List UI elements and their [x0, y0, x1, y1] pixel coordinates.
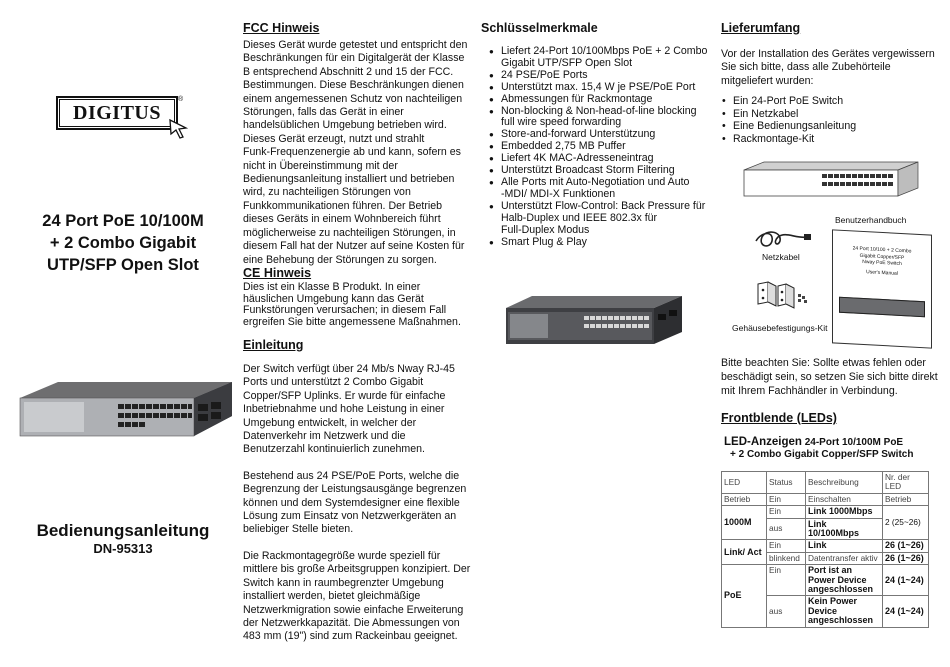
logo-text: DIGITUS [73, 102, 161, 124]
product-title: 24 Port PoE 10/100M + 2 Combo Gigabit UTP/SFP Open Slot [42, 212, 204, 274]
feature-item: ● Liefert 4K MAC-Adresseneintrag [487, 153, 709, 165]
model-number: DN-95313 [93, 541, 153, 556]
package-heading: Lieferumfang [721, 21, 801, 35]
feature-item: ● Unterstützt Broadcast Storm Filtering [487, 165, 709, 177]
feature-item: ● Embedded 2,75 MB Puffer [487, 141, 709, 153]
manual-title: Bedienungsanleitung [36, 521, 210, 540]
kit-label: Gehäusebefestigungs-Kit [732, 323, 828, 333]
package-item: • Ein 24-Port PoE Switch [721, 95, 941, 108]
digitus-logo: DIGITUS ® [56, 96, 184, 140]
manual-label: Benutzerhandbuch [835, 215, 907, 225]
manual-booklet-image: 24 Port 10/100 + 2 Combo Gigabit Copper/SFP Nway PoE Switch User's Manual [832, 229, 932, 348]
fcc-heading: FCC Hinweis [243, 21, 320, 35]
ce-section: CE Hinweis Dies ist ein Klasse B Produkt. In einer häuslichen Umgebung kann das Gerät Funkstörungen verursachen; in diesem Fall ergreifen Sie bitte angemessene Maßnahmen. [243, 266, 473, 328]
feature-item: ● Store-and-forward Unterstützung [487, 129, 709, 141]
features-section [481, 21, 709, 248]
missing-note: Bitte beachten Sie: Sollte etwas fehlen oder beschädigt sein, so setzen Sie sich bitte direkt mit Ihrem Fachhändler in Verbindung. [721, 357, 938, 397]
feature-item: ● Non-blocking & Non-head-of-line blocking full wire speed forwarding [487, 106, 709, 130]
intro-heading: Einleitung [243, 338, 304, 352]
feature-item: ● Abmessungen für Rackmontage [487, 94, 709, 106]
feature-item: ● Alle Ports mit Auto-Negotiation und Auto -MDI/ MDI-X Funktionen [487, 177, 709, 201]
switch-front-image [18, 380, 234, 448]
package-section: Lieferumfang Vor der Installation des Gerätes vergewissern Sie sich bitte, dass alle Zubehörteile mitgeliefert wurden: • Ein 24-Port PoE Switch • Ein Netzkabel • Eine Bedienungsanleitung • Rackmontage-Kit [721, 21, 941, 146]
feature-item: ● 24 PSE/PoE Ports [487, 70, 709, 82]
package-item: • Ein Netzkabel [721, 108, 941, 121]
rack-kit-icon [754, 280, 810, 314]
power-cable-icon [752, 225, 812, 251]
feature-item: ● Smart Plug & Play [487, 237, 709, 249]
intro-section: Einleitung Der Switch verfügt über 24 Mb/s Nway RJ-45 Ports und unterstützt 2 Combo Gigabit Copper/SFP Uplinks. Er wurde für einfache Inbetriebnahme und hohe Leistung in einer Umgebung entwickelt, in welcher der Datenverkehr im Netzwerk und die Benutzerzahl kontinuierlich zunehmen. Bestehend aus 24 PSE/PoE Ports, welche die Begrenzung der Leistungsausgänge begrenzen können und dem Systemdesigner eine flexible Lösung zum Einsatz von Netzwerkgeräten an beliebiger Stelle bieten. Die Rackmontagegröße wurde speziell für mittlere bis große Arbeitsgruppen konzipiert. Der Switch kann in raumbegrenzter Umgebung installiert werden, bietet gleichmäßige Netzwerkmigration sowie einfache Erweiterung der Netzwerkkapazität. Die Abmessungen von 483 mm (19") sind zum Rackeinbau geeignet. [243, 338, 473, 644]
ce-heading: CE Hinweis [243, 266, 312, 280]
package-item: • Eine Bedienungsanleitung [721, 120, 941, 133]
package-switch-image [742, 160, 920, 200]
led-table: LED Status Beschreibung Nr. der LED Betrieb Ein Einschalten Betrieb 1000M Ein Link 1000Mbps 2 (25~26) aus Link 10/100Mbps Link/ Act Ein Link 26 (1~26) blinkend Datentransfer aktiv 26 (1~26) PoE Ein Port ist an Power Device angeschlossen 24 (1~24) aus Kein Power Device angeschlossen 24 (1~24) [721, 471, 929, 628]
cable-label: Netzkabel [762, 252, 800, 262]
feature-item: ● Unterstützt max. 15,4 W je PSE/PoE Port [487, 82, 709, 94]
cursor-arrow-icon [168, 118, 190, 140]
features-heading: Schlüsselmerkmale [481, 21, 598, 35]
package-item: • Rackmontage-Kit [721, 133, 941, 146]
switch-angled-image [504, 294, 684, 350]
led-section [721, 411, 837, 425]
fcc-section: FCC Hinweis Dieses Gerät wurde getestet und entspricht den Beschränkungen für ein Digitalgerät der Klasse B entsprechend Abschnitt 2 und 15 der FCC. Bestimmungen. Diese Beschränkungen dienen einem angemessenen Schutz von nachteiligen Störungen, falls das Gerät in einer handelsüblichen Umgebung betrieben wird. Dieses Gerät erzeugt, nutzt und strahlt Funk-Frequenzenergie ab und kann, sofern es nicht in Übereinstimmung mit der Bedienungsanleitung installiert und betrieben wird, zu nachteiligen Störungen von Funkkommunikationen führen. Der Betrieb dieses Geräts in einem Wohnbereich führt möglicherweise zu nachteiligen Störungen, in diesem Fall hat der Nutzer auf seine Kosten für eine Behebung der Störungen zu sorgen. [243, 21, 473, 267]
led-table-title: LED-Anzeigen 24-Port 10/100M PoE [724, 436, 904, 448]
feature-item: ● Liefert 24-Port 10/100Mbps PoE + 2 Combo Gigabit UTP/SFP Open Slot [487, 46, 709, 70]
led-heading: Frontblende (LEDs) [721, 411, 837, 425]
feature-item: ● Unterstützt Flow-Control: Back Pressure für Halb-Duplex und IEEE 802.3x für Full-Duplex Modus [487, 201, 709, 237]
